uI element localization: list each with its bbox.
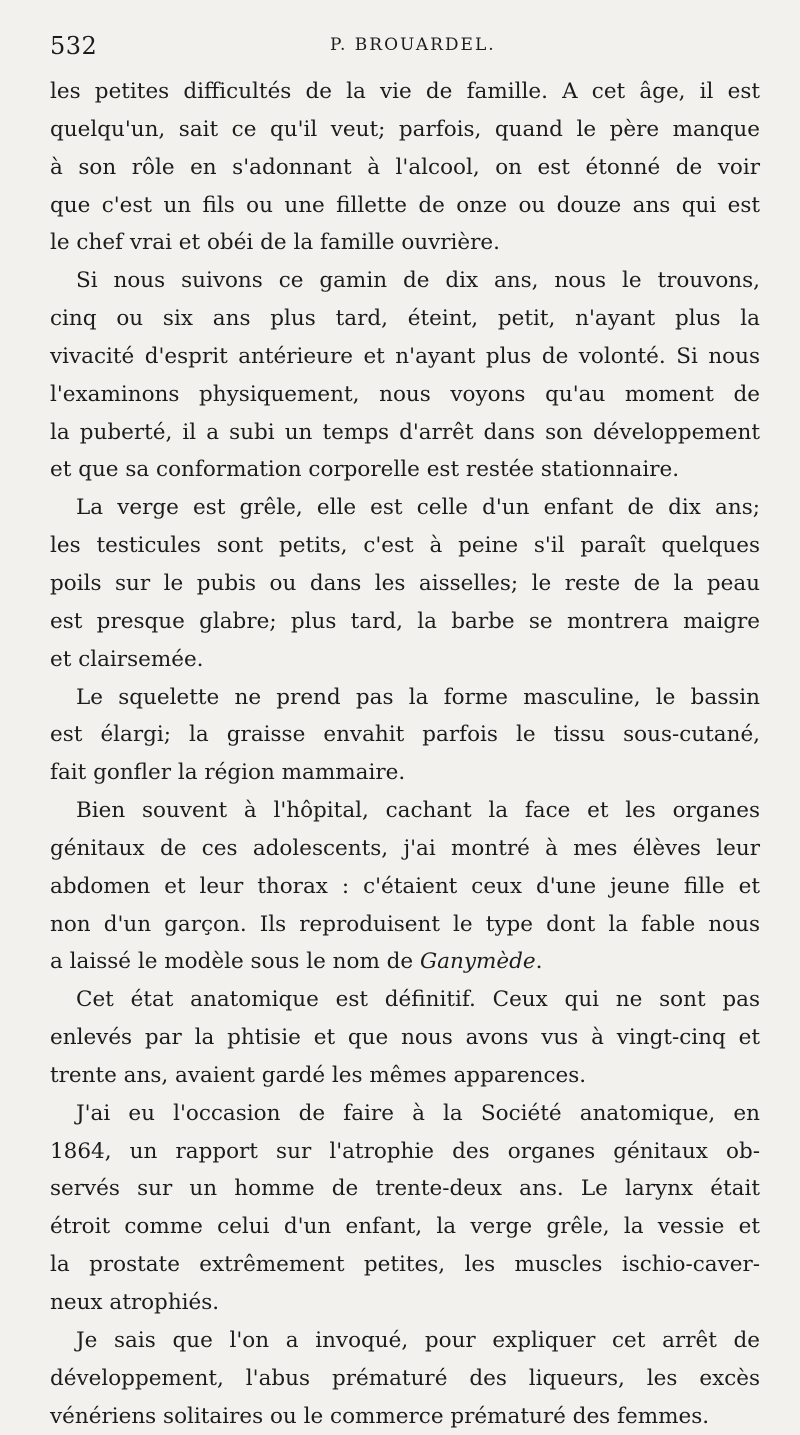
text-line: Je sais que l'on a invoqué, pour expliquer cet arrêt de [76, 1327, 760, 1353]
text-line: Bien souvent à l'hôpital, cachant la face et les organes [76, 798, 760, 824]
text-line: la puberté, il a subi un temps d'arrêt dans son développement [50, 419, 760, 445]
text-line: J'ai eu l'occasion de faire à la Société anatomique, en [76, 1100, 760, 1126]
text-line: et que sa conformation corporelle est restée stationnaire. [50, 457, 680, 483]
page-header [50, 32, 760, 62]
text-line: Cet état anatomique est définitif. Ceux qui ne sont pas [76, 987, 760, 1013]
text-line: fait gonfler la région mammaire. [50, 760, 406, 786]
text-line: Si nous suivons ce gamin de dix ans, nous le trouvons, [76, 268, 760, 294]
text-line: neux atrophiés. [50, 1290, 220, 1315]
text-line: vénériens solitaires ou le commerce prématuré des femmes. [50, 1403, 710, 1429]
text-line: enlevés par la phtisie et que nous avons vus à vingt-cinq et [50, 1025, 760, 1051]
text-line: La verge est grêle, elle est celle d'un enfant de dix ans; [76, 495, 760, 521]
text-line: le chef vrai et obéi de la famille ouvrière. [50, 230, 500, 256]
body-text [50, 73, 760, 1435]
text-line: est presque glabre; plus tard, la barbe se montrera maigre [50, 608, 760, 634]
text-segment: a laissé le modèle sous le nom de [50, 949, 420, 975]
text-line: à son rôle en s'adonnant à l'alcool, on est étonné de voir [50, 154, 760, 180]
text-line: servés sur un homme de trente-deux ans. Le larynx était [50, 1176, 760, 1202]
text-line: 1864, un rapport sur l'atrophie des organes génitaux ob- [50, 1138, 760, 1164]
text-line: génitaux de ces adolescents, j'ai montré à mes élèves leur [50, 835, 760, 861]
text-line: que c'est un fils ou une fillette de onze ou douze ans qui est [50, 192, 760, 218]
text-line: poils sur le pubis ou dans les aisselles; le reste de la peau [50, 570, 760, 596]
text-line: non d'un garçon. Ils reproduisent le type dont la fable nous [50, 911, 760, 937]
text-line: Le squelette ne prend pas la forme masculine, le bassin [76, 684, 760, 710]
text-line: et clairsemée. [50, 646, 204, 672]
text-line: les testicules sont petits, c'est à peine s'il paraît quelques [50, 533, 760, 559]
text-line: est élargi; la graisse envahit parfois le tissu sous-cutané, [50, 722, 760, 748]
text-line: les petites difficultés de la vie de famille. A cet âge, il est [50, 79, 760, 104]
text-line: quelqu'un, sait ce qu'il veut; parfois, quand le père manque [50, 116, 760, 142]
text-line: abdomen et leur thorax : c'étaient ceux d'une jeune fille et [50, 873, 760, 899]
italic-name: Ganymède [420, 949, 536, 975]
text-line: l'examinons physiquement, nous voyons qu'au moment de [50, 381, 760, 407]
text-line: étroit comme celui d'un enfant, la verge grêle, la vessie et [50, 1214, 760, 1240]
running-head: P. BROUARDEL. [330, 35, 496, 55]
text-line: vivacité d'esprit antérieure et n'ayant plus de volonté. Si nous [50, 343, 760, 369]
text-segment: . [535, 949, 543, 975]
text-line: trente ans, avaient gardé les mêmes apparences. [50, 1062, 587, 1088]
text-line: cinq ou six ans plus tard, éteint, petit, n'ayant plus la [50, 306, 760, 332]
text-line: la prostate extrêmement petites, les muscles ischio-caver- [50, 1252, 760, 1278]
text-line-with-italic [50, 943, 760, 981]
text-line: développement, l'abus prématuré des liqueurs, les excès [50, 1365, 760, 1391]
page-number: 532 [50, 32, 98, 60]
